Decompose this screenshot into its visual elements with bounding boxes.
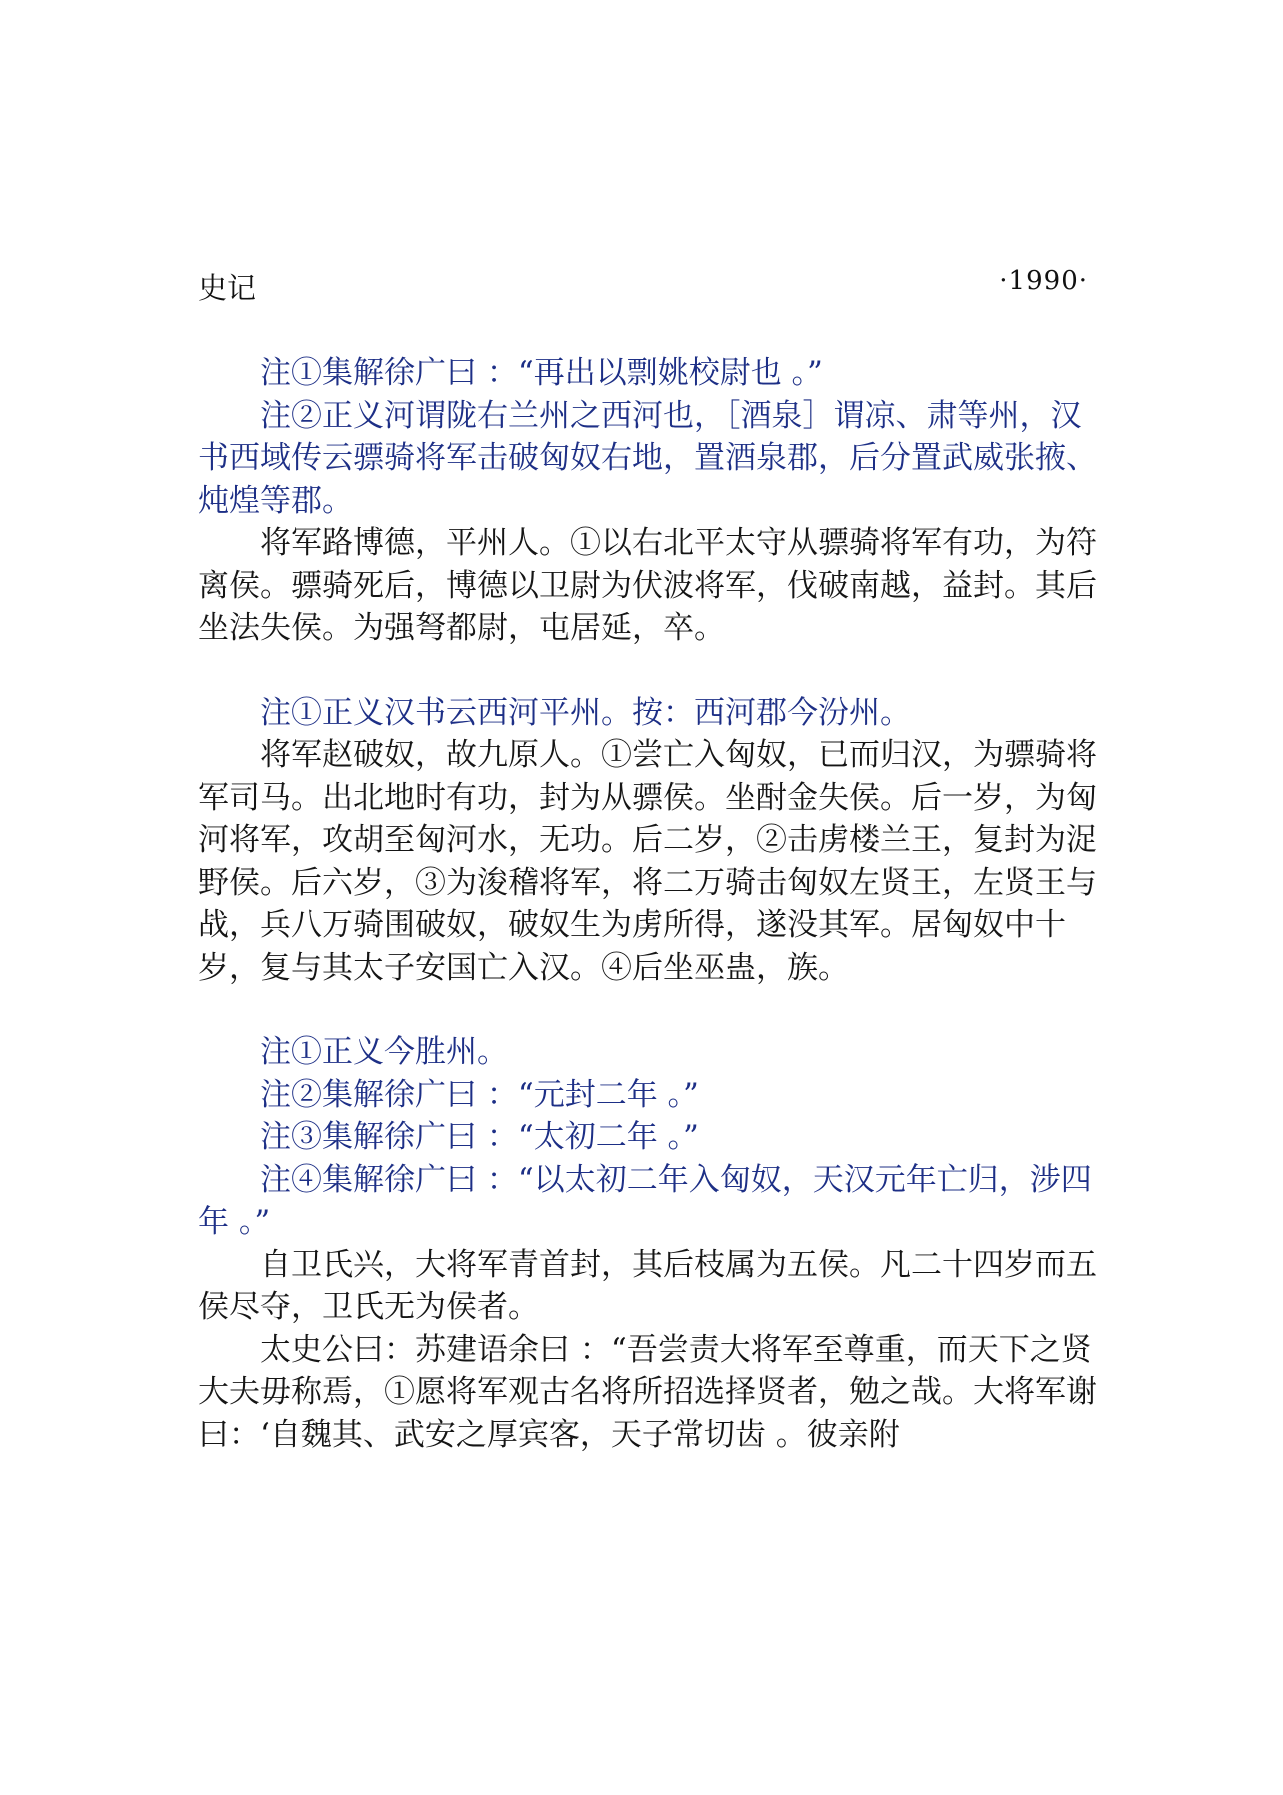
- paragraph-gap: [198, 989, 1098, 1031]
- annotation-paragraph: 注①集解徐广曰 ：“再出以剽姚校尉也 。”: [260, 355, 823, 391]
- book-title: 史记: [198, 271, 257, 305]
- paragraph-gap: [198, 650, 1098, 692]
- annotation-paragraph: 注②正义河谓陇右兰州之西河也，［酒泉］谓凉、肃等州，汉书西域传云骠骑将军击破匈奴右地，置酒泉郡，后分置武威张掖、炖煌等郡。: [198, 397, 1097, 519]
- annotation-paragraph: 注③集解徐广曰 ：“太初二年 。”: [260, 1119, 699, 1155]
- main-text-paragraph: 太史公曰：苏建语余曰 ：“吾尝责大将军至尊重，而天下之贤大夫毋称焉，①愿将军观古名将所招选择贤者，勉之哉。大将军谢曰：‘自魏其、武安之厚宾客，天子常切齿 。彼亲附: [198, 1331, 1097, 1453]
- body-text: [198, 352, 1098, 1456]
- annotation-paragraph: 注①正义今胜州。: [260, 1034, 508, 1070]
- running-header: [198, 266, 1088, 310]
- page-number: ·1990·: [999, 266, 1088, 296]
- main-text-paragraph: 将军路博德，平州人。①以右北平太守从骠骑将军有功，为符离侯。骠骑死后，博德以卫尉为伏波将军，伐破南越，益封。其后坐法失侯。为强弩都尉，屯居延，卒。: [198, 525, 1097, 646]
- annotation-paragraph: 注②集解徐广曰 ：“元封二年 。”: [260, 1076, 699, 1113]
- main-text-paragraph: 自卫氏兴，大将军青首封，其后枝属为五侯。凡二十四岁而五侯尽夺，卫氏无为侯者。: [198, 1246, 1097, 1325]
- main-text-paragraph: 将军赵破奴，故九原人。①尝亡入匈奴，已而归汉，为骠骑将军司马。出北地时有功，封为从骠侯。坐酎金失侯。后一岁，为匈河将军，攻胡至匈河水，无功。后二岁，②击虏楼兰王，复封为浞野侯。后六岁，③为浚稽将军，将二万骑击匈奴左贤王，左贤王与战，兵八万骑围破奴，破奴生为虏所得，遂没其军。居匈奴中十岁，复与其太子安国亡入汉。④后坐巫蛊，族。: [198, 737, 1097, 986]
- annotation-paragraph: 注④集解徐广曰 ：“以太初二年入匈奴，天汉元年亡归，涉四年 。”: [198, 1161, 1092, 1240]
- annotation-paragraph: 注①正义汉书云西河平州。按：西河郡今汾州。: [260, 694, 911, 731]
